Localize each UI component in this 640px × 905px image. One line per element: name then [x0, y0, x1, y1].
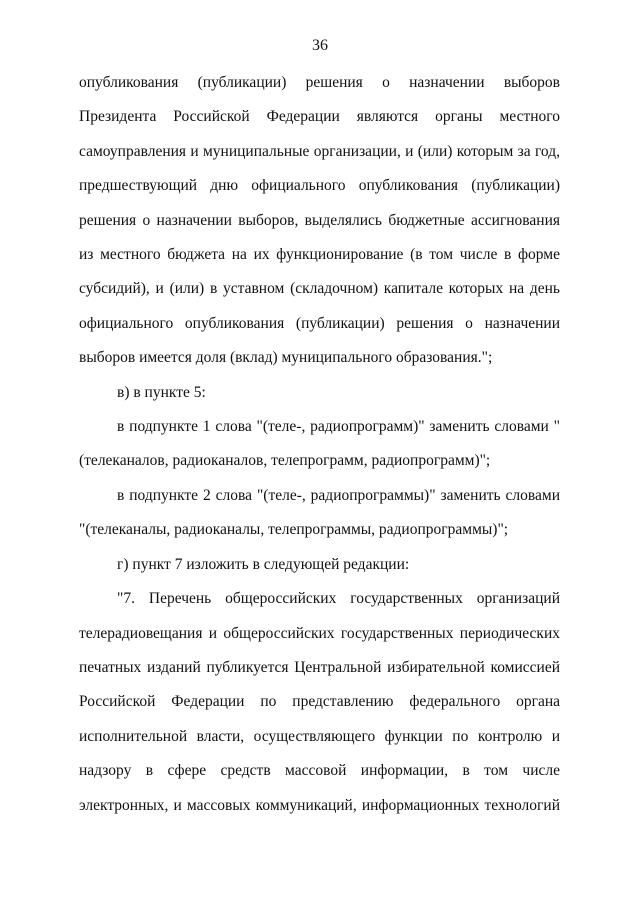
- paragraph-5: г) пункт 7 изложить в следующей редакции:: [117, 555, 410, 573]
- paragraph-3: в подпункте 1 слова "(теле-, радиопрограмм)" заменить словами "(телеканалов, радиоканалов, телепрограмм, радиопрограмм)";: [79, 418, 560, 470]
- paragraph-4: в подпункте 2 слова "(теле-, радиопрограммы)" заменить словами "(телеканалы, радиоканалы, телепрограммы, радиопрограммы)";: [79, 486, 560, 539]
- paragraph-2: в) в пункте 5:: [117, 383, 206, 401]
- document-body: [79, 66, 560, 823]
- paragraph-1: опубликования (публикации) решения о назначении выборов Президента Российской Федерации являются органы местного самоуправления и муниципальные организации, и (или) которым за год, предшествующий дню официального опубликования (публикации) решения о назначении выборов, выделялись бюджетные ассигнования из местного бюджета на их функционирование (в том числе в форме субсидий), и (или) в уставном (складочном) капитале которых на день официального опубликования (публикации) решения о назначении выборов имеется доля (вклад) муниципального образования.";: [79, 74, 560, 367]
- paragraph-6: "7. Перечень общероссийских государственных организаций телерадиовещания и общероссийских государственных периодических печатных изданий публикуется Центральной избирательной комиссией Российской Федерации по представлению федерального органа исполнительной власти, осуществляющего функции по контролю и надзору в сфере средств массовой информации, в том числе электронных, и массовых коммуникаций, информационных технологий: [79, 590, 560, 814]
- page-number: 36: [312, 37, 328, 54]
